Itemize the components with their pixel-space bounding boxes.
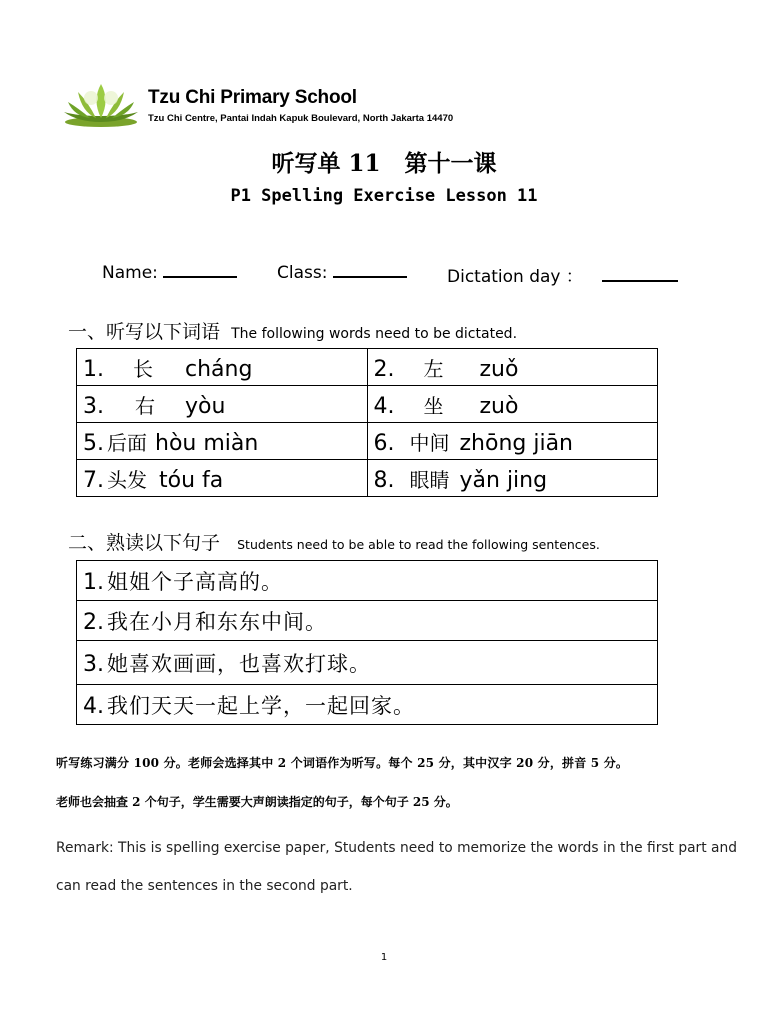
dictation-day-label: Dictation day ：	[447, 267, 583, 287]
section1-subtitle: The following words need to be dictated.	[231, 326, 518, 342]
table-row	[77, 386, 658, 423]
table-row	[77, 561, 658, 601]
word-hanzi: 眼睛	[409, 467, 450, 492]
word-pinyin: zuò	[479, 393, 519, 419]
section2-title: 二、熟读以下句子	[68, 532, 221, 554]
word-number: 4.	[373, 393, 395, 419]
sentence-number: 4.	[83, 693, 104, 719]
name-blank[interactable]	[163, 262, 237, 278]
scoring-note: 听写练习满分 100 分。老师会选择其中 2 个词语作为听写。每个 25 分，其中汉字 20 分，拼音 5 分。	[56, 756, 629, 770]
class-blank[interactable]	[333, 262, 407, 278]
word-number: 6.	[373, 430, 395, 456]
word-cell	[367, 460, 658, 497]
word-number: 1.	[83, 356, 104, 382]
word-cell	[77, 423, 368, 460]
word-hanzi: 后面	[107, 430, 147, 455]
word-pinyin: yǎn jing	[459, 467, 548, 493]
sentence-text: 我们天天一起上学，一起回家。	[107, 693, 415, 718]
word-hanzi: 左	[423, 356, 444, 381]
word-pinyin: zuǒ	[479, 356, 519, 382]
section1-title: 一、听写以下词语	[68, 321, 221, 343]
sentence-text: 姐姐个子高高的。	[107, 569, 283, 594]
table-row	[77, 423, 658, 460]
dictation-day-field	[447, 262, 678, 287]
word-hanzi: 坐	[423, 393, 444, 418]
sentence-number: 3.	[83, 651, 104, 677]
word-number: 5.	[83, 430, 104, 456]
section1-heading	[68, 317, 517, 344]
word-pinyin: cháng	[185, 356, 253, 382]
school-logo-lotus	[58, 82, 144, 128]
word-cell	[367, 423, 658, 460]
sentence-cell	[77, 685, 658, 725]
sentence-text: 她喜欢画画，也喜欢打球。	[107, 651, 371, 676]
word-hanzi: 右	[135, 393, 155, 418]
word-cell	[367, 349, 658, 386]
table-row	[77, 460, 658, 497]
sentence-cell	[77, 561, 658, 601]
school-name: Tzu Chi Primary School	[148, 87, 357, 108]
sentences-table	[76, 560, 658, 725]
word-cell	[77, 386, 368, 423]
word-number: 2.	[373, 356, 395, 382]
word-hanzi: 中间	[409, 430, 450, 455]
table-row	[77, 349, 658, 386]
sentence-cell	[77, 601, 658, 641]
remark-text: Remark: This is spelling exercise paper, Students need to memorize the words in the first part and can read the sentences in the second part.	[56, 840, 737, 894]
class-label: Class:	[277, 263, 328, 283]
words-table	[76, 348, 658, 497]
school-address: Tzu Chi Centre, Pantai Indah Kapuk Boulevard, North Jakarta 14470	[148, 113, 454, 124]
sentence-number: 1.	[83, 569, 104, 595]
word-pinyin: hòu miàn	[155, 430, 259, 456]
word-cell	[77, 349, 368, 386]
table-row	[77, 685, 658, 725]
word-number: 7.	[83, 467, 104, 493]
word-pinyin: yòu	[185, 393, 226, 419]
word-hanzi: 长	[133, 356, 153, 381]
name-label: Name:	[102, 263, 158, 283]
word-number: 3.	[83, 393, 104, 419]
sentence-text: 我在小月和东东中间。	[107, 609, 327, 634]
page-number: 1	[380, 952, 388, 963]
word-hanzi: 头发	[107, 467, 147, 492]
word-cell	[77, 460, 368, 497]
page-title-chinese: 听写单 11 第十一课	[271, 150, 497, 177]
section2-heading	[68, 528, 600, 555]
table-row	[77, 641, 658, 685]
section2-subtitle: Students need to be able to read the following sentences.	[237, 537, 600, 552]
sentence-cell	[77, 641, 658, 685]
word-pinyin: zhōng jiān	[459, 430, 574, 456]
name-field	[102, 262, 237, 283]
sentence-number: 2.	[83, 609, 104, 635]
reading-check-note: 老师也会抽查 2 个句子，学生需要大声朗读指定的句子，每个句子 25 分。	[56, 795, 458, 809]
page-title-english: P1 Spelling Exercise Lesson 11	[230, 186, 538, 206]
word-cell	[367, 386, 658, 423]
table-row	[77, 601, 658, 641]
class-field	[277, 262, 407, 283]
word-pinyin: tóu fa	[159, 467, 224, 493]
word-number: 8.	[373, 467, 395, 493]
dictation-day-blank[interactable]	[602, 266, 678, 282]
